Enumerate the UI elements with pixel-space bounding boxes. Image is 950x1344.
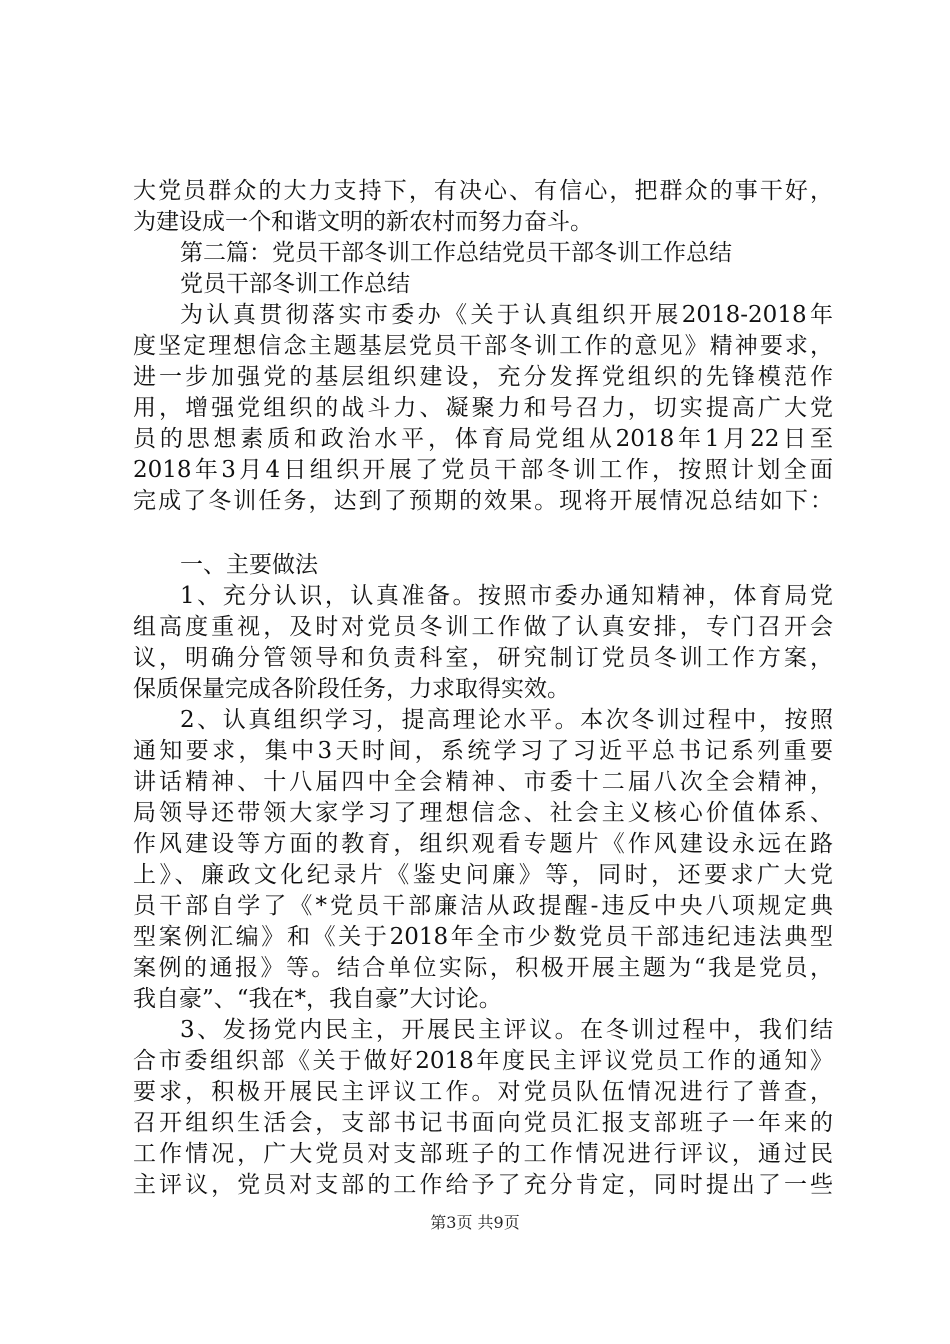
paragraph-line: 2、认真组织学习，提高理论水平。本次冬训过程中，按照 xyxy=(180,707,833,733)
paragraph-line: 召开组织生活会，支部书记书面向党员汇报支部班子一年来的 xyxy=(133,1110,833,1136)
paragraph-line: 度坚定理想信念主题基层党员干部冬训工作的意见》精神要求， xyxy=(133,333,833,359)
paragraph-line: 上》、廉政文化纪录片《鉴史问廉》等，同时，还要求广大党 xyxy=(133,862,833,888)
section-heading: 第二篇：党员干部冬训工作总结党员干部冬训工作总结 xyxy=(180,240,732,266)
paragraph-line: 通知要求，集中3天时间，系统学习了习近平总书记系列重要 xyxy=(133,738,833,764)
paragraph-line: 我自豪”、“我在*，我自豪”大讨论。 xyxy=(133,986,502,1012)
paragraph-line: 保质保量完成各阶段任务，力求取得实效。 xyxy=(133,676,570,702)
paragraph-line: 局领导还带领大家学习了理想信念、社会主义核心价值体系、 xyxy=(133,800,833,826)
article-title: 党员干部冬训工作总结 xyxy=(180,271,410,297)
paragraph-line: 组高度重视，及时对党员冬训工作做了认真安排，专门召开会 xyxy=(133,614,833,640)
paragraph-line: 工作情况，广大党员对支部班子的工作情况进行评议，通过民 xyxy=(133,1141,833,1167)
paragraph-line: 为认真贯彻落实市委办《关于认真组织开展2018-2018年 xyxy=(180,302,833,328)
paragraph-line: 2018年3月4日组织开展了党员干部冬训工作，按照计划全面 xyxy=(133,457,833,483)
paragraph-line: 3、发扬党内民主，开展民主评议。在冬训过程中，我们结 xyxy=(180,1017,833,1043)
paragraph-line: 型案例汇编》和《关于2018年全市少数党员干部违纪违法典型 xyxy=(133,924,833,950)
paragraph-line: 讲话精神、十八届四中全会精神、市委十二届八次全会精神， xyxy=(133,769,833,795)
paragraph-line: 议，明确分管领导和负责科室，研究制订党员冬训工作方案， xyxy=(133,645,833,671)
paragraph-line: 完成了冬训任务，达到了预期的效果。现将开展情况总结如下： xyxy=(133,488,833,514)
paragraph-line: 为建设成一个和谐文明的新农村而努力奋斗。 xyxy=(133,209,593,235)
paragraph-gap xyxy=(133,517,833,550)
paragraph-line: 大党员群众的大力支持下，有决心、有信心，把群众的事干好， xyxy=(133,178,833,204)
paragraph-line: 员干部自学了《*党员干部廉洁从政提醒-违反中央八项规定典 xyxy=(133,893,833,919)
section-heading: 一、主要做法 xyxy=(180,552,318,578)
paragraph-line: 用，增强党组织的战斗力、凝聚力和号召力，切实提高广大党 xyxy=(133,395,833,421)
paragraph-line: 员的思想素质和政治水平，体育局党组从2018年1月22日至 xyxy=(133,426,833,452)
paragraph-line: 进一步加强党的基层组织建设，充分发挥党组织的先锋模范作 xyxy=(133,364,833,390)
paragraph-line: 合市委组织部《关于做好2018年度民主评议党员工作的通知》 xyxy=(133,1048,833,1074)
paragraph-line: 主评议，党员对支部的工作给予了充分肯定，同时提出了一些 xyxy=(133,1172,833,1198)
document-body xyxy=(133,176,833,1201)
paragraph-line: 作风建设等方面的教育，组织观看专题片《作风建设永远在路 xyxy=(133,831,833,857)
paragraph-line: 要求，积极开展民主评议工作。对党员队伍情况进行了普查， xyxy=(133,1079,833,1105)
page-number: 第3页 共9页 xyxy=(430,1213,520,1232)
paragraph-line: 案例的通报》等。结合单位实际，积极开展主题为“我是党员， xyxy=(133,955,833,981)
paragraph-line: 1、充分认识，认真准备。按照市委办通知精神，体育局党 xyxy=(180,583,833,609)
